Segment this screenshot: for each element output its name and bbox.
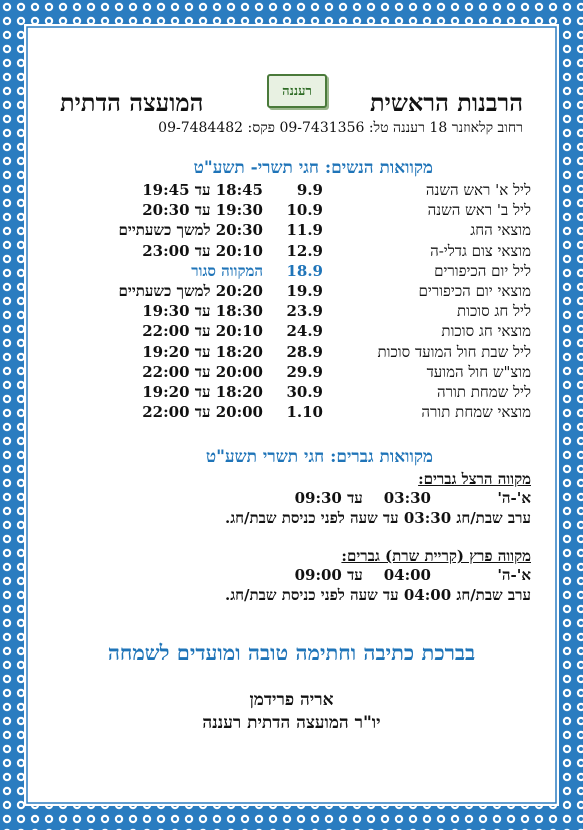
signature-role: יו"ר המועצה הדתית רעננה (202, 713, 381, 733)
women-row-time: 19:30 עד 20:30 (142, 201, 263, 220)
women-row-name: מוצ"ש חול המועד (426, 362, 531, 381)
signature-name: אריה פרידמן (249, 690, 334, 710)
women-row (101, 363, 531, 382)
women-row (101, 343, 531, 362)
women-section-title: מקוואות הנשים: חגי תשרי- תשע"ט (193, 158, 433, 178)
women-row-name: ליל שבת חול המועד סוכות (377, 342, 531, 361)
women-row (101, 322, 531, 341)
women-row-time: 18:20 עד 19:20 (142, 383, 263, 401)
women-row-date: 29.9 (286, 362, 323, 381)
women-row (101, 181, 531, 200)
women-row (101, 302, 531, 321)
women-row-date: 1.10 (286, 403, 323, 422)
herzl-heading: מקווה הרצל גברים: (418, 470, 531, 488)
mikveh-herzl (101, 470, 531, 528)
women-row (101, 242, 531, 261)
women-row-date: 30.9 (286, 383, 323, 401)
women-row-time: 20:00 עד 22:00 (142, 403, 263, 422)
peretz-heading: מקווה פרץ (קריית שרת) גברים: (341, 547, 531, 565)
women-row-name: מוצאי חג סוכות (441, 322, 531, 341)
women-row-time: 18:30 עד 19:30 (142, 302, 263, 321)
mikveh-peretz (101, 547, 531, 605)
women-row-name: מוצאי החג (470, 221, 531, 240)
women-row (101, 262, 531, 281)
men-section-title: מקוואות גברים: חגי תשרי תשע"ט (205, 447, 433, 467)
women-row-time: 20:10 עד 22:00 (142, 322, 263, 341)
women-row-date: 23.9 (286, 302, 323, 321)
women-row (101, 221, 531, 240)
women-row-time: 20:00 עד 22:00 (142, 362, 263, 381)
header-title-left: המועצה הדתית (60, 88, 204, 117)
women-row (101, 403, 531, 422)
herzl-days: א'-ה' (497, 489, 531, 507)
women-row-time: 20:20 למשך כשעתיים (118, 282, 263, 300)
women-row-date: 18.9 (286, 261, 323, 280)
women-row-date: 9.9 (296, 181, 323, 199)
herzl-eve-line: ערב שבת/חג 03:30 עד שעה לפני כניסת שבת/חג. (224, 509, 531, 527)
peretz-eve-line: ערב שבת/חג 04:00 עד שעה לפני כניסת שבת/חג. (224, 586, 531, 604)
women-row-name: מוצאי שמחת תורה (421, 403, 531, 422)
women-row-name: ליל א' ראש השנה (425, 181, 531, 199)
peretz-hours: 04:00 עד 09:00 (294, 566, 431, 584)
women-row-name: ליל שמחת תורה (436, 383, 531, 401)
women-row-time: 18:45 עד 19:45 (142, 181, 263, 199)
women-row-time: 20:10 עד 23:00 (142, 241, 263, 260)
women-row-date: 10.9 (286, 201, 323, 220)
women-row (101, 201, 531, 220)
header (60, 84, 523, 120)
women-row-name: ליל יום הכיפורים (434, 261, 531, 280)
herzl-hours: 03:30 עד 09:30 (294, 489, 431, 507)
header-title-right: הרבנות הראשית (369, 88, 523, 117)
women-row-time: המקווה סגור (191, 261, 263, 280)
women-row-name: מוצאי צום גדלי-ה (430, 241, 531, 260)
women-row-date: 19.9 (286, 282, 323, 300)
women-row-name: מוצאי יום הכיפורים (418, 282, 531, 300)
women-row (101, 282, 531, 301)
women-row-name: ליל חג סוכות (456, 302, 531, 321)
women-row-date: 12.9 (286, 241, 323, 260)
women-row-date: 24.9 (286, 322, 323, 341)
women-row (101, 383, 531, 402)
women-row-date: 28.9 (286, 342, 323, 361)
women-row-time: 18:20 עד 19:20 (142, 342, 263, 361)
women-row-date: 11.9 (286, 221, 323, 240)
raanana-logo (267, 74, 327, 108)
women-row-name: ליל ב' ראש השנה (427, 201, 531, 220)
peretz-days: א'-ה' (497, 566, 531, 584)
logo-text: רעננה (282, 84, 312, 99)
women-row-time: 20:30 למשך כשעתיים (118, 221, 263, 240)
holiday-blessing: בברכת כתיבה וחתימה טובה ומועדים לשמחה (107, 640, 476, 665)
address-line: רחוב קלאוזנר 18 רעננה טל: 09-7431356 פקס: 09-7484482 (158, 120, 523, 136)
